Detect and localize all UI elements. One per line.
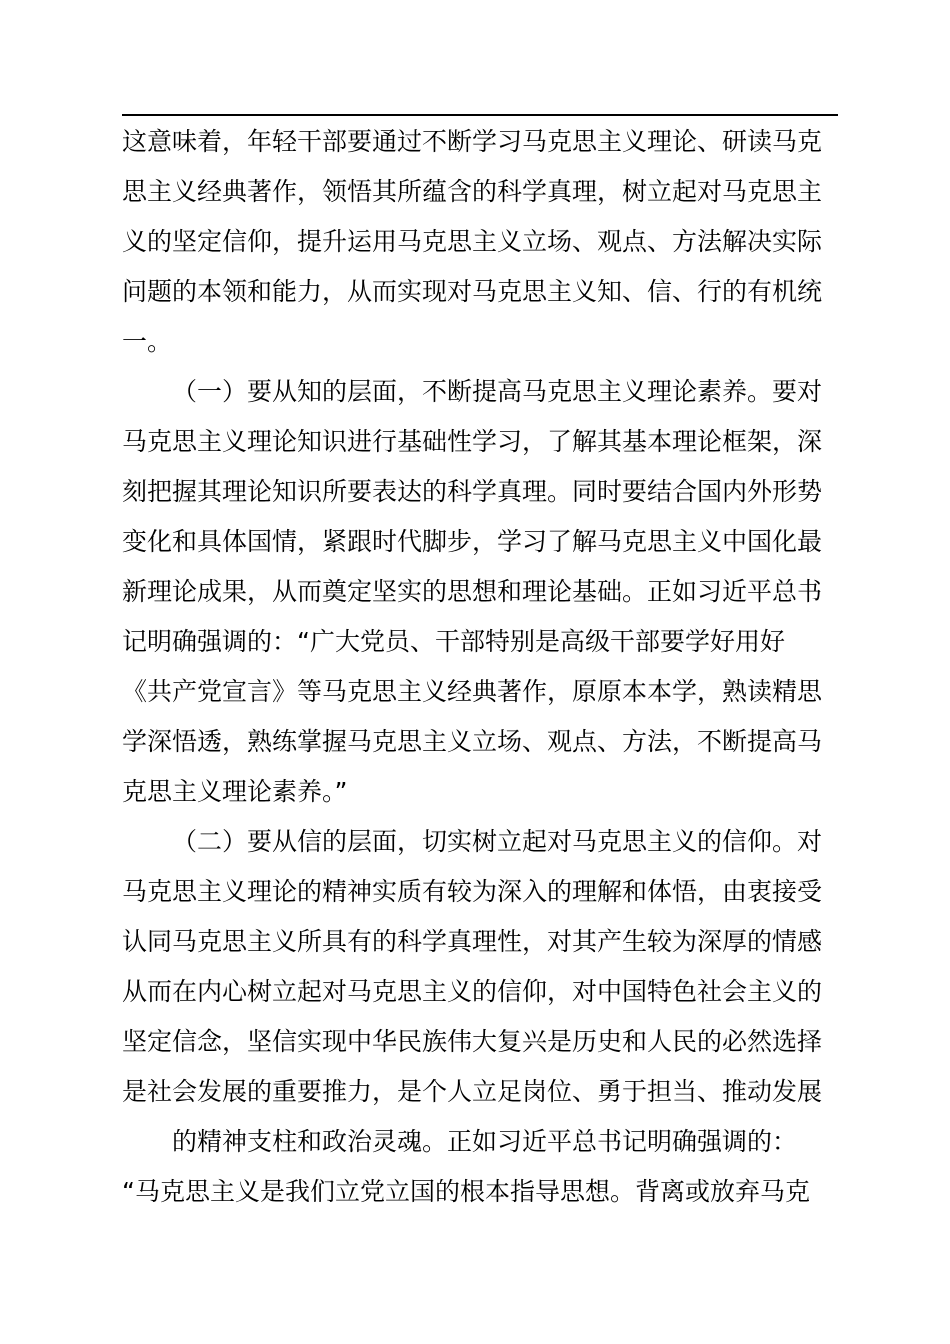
text-line: 问题的本领和能力，从而实现对马克思主义知、信、行的有机统: [122, 277, 823, 306]
text-line: “马克思主义是我们立党立国的根本指导思想。背离或放弃马克: [122, 1177, 810, 1206]
text-line: 刻把握其理论知识所要表达的科学真理。同时要结合国内外形势: [122, 477, 823, 506]
text-line: 思主义经典著作，领悟其所蕴含的科学真理，树立起对马克思主: [122, 177, 823, 206]
text-line: 克思主义理论素养。”: [122, 777, 348, 806]
text-line: 的精神支柱和政治灵魂。正如习近平总书记明确强调的：: [172, 1127, 798, 1156]
text-line: 是社会发展的重要推力，是个人立足岗位、勇于担当、推动发展: [122, 1077, 823, 1106]
text-line: 认同马克思主义所具有的科学真理性，对其产生较为深厚的情感: [122, 927, 823, 956]
text-line: 新理论成果，从而奠定坚实的思想和理论基础。正如习近平总书: [122, 577, 823, 606]
text-line: 《共产党宣言》等马克思主义经典著作，原原本本学，熟读精思: [122, 677, 823, 706]
body-text: [122, 117, 838, 1217]
header-rule: [122, 114, 838, 116]
text-line: 记明确强调的：“广大党员、干部特别是高级干部要学好用好: [122, 627, 785, 656]
text-line: 马克思主义理论的精神实质有较为深入的理解和体悟，由衷接受: [122, 877, 823, 906]
text-line: 这意味着，年轻干部要通过不断学习马克思主义理论、研读马克: [122, 127, 823, 156]
text-line: 从而在内心树立起对马克思主义的信仰，对中国特色社会主义的: [122, 977, 823, 1006]
text-line: 坚定信念，坚信实现中华民族伟大复兴是历史和人民的必然选择: [122, 1027, 823, 1056]
text-line: 义的坚定信仰，提升运用马克思主义立场、观点、方法解决实际: [122, 227, 823, 256]
section-heading-line: （二）要从信的层面，切实树立起对马克思主义的信仰。对: [172, 827, 823, 856]
text-line: 学深悟透，熟练掌握马克思主义立场、观点、方法，不断提高马: [122, 727, 823, 756]
section-heading-line: （一）要从知的层面，不断提高马克思主义理论素养。要对: [172, 377, 823, 406]
text-line: 一。: [122, 327, 173, 356]
text-line: 变化和具体国情，紧跟时代脚步，学习了解马克思主义中国化最: [122, 527, 823, 556]
text-line: 马克思主义理论知识进行基础性学习，了解其基本理论框架，深: [122, 427, 823, 456]
